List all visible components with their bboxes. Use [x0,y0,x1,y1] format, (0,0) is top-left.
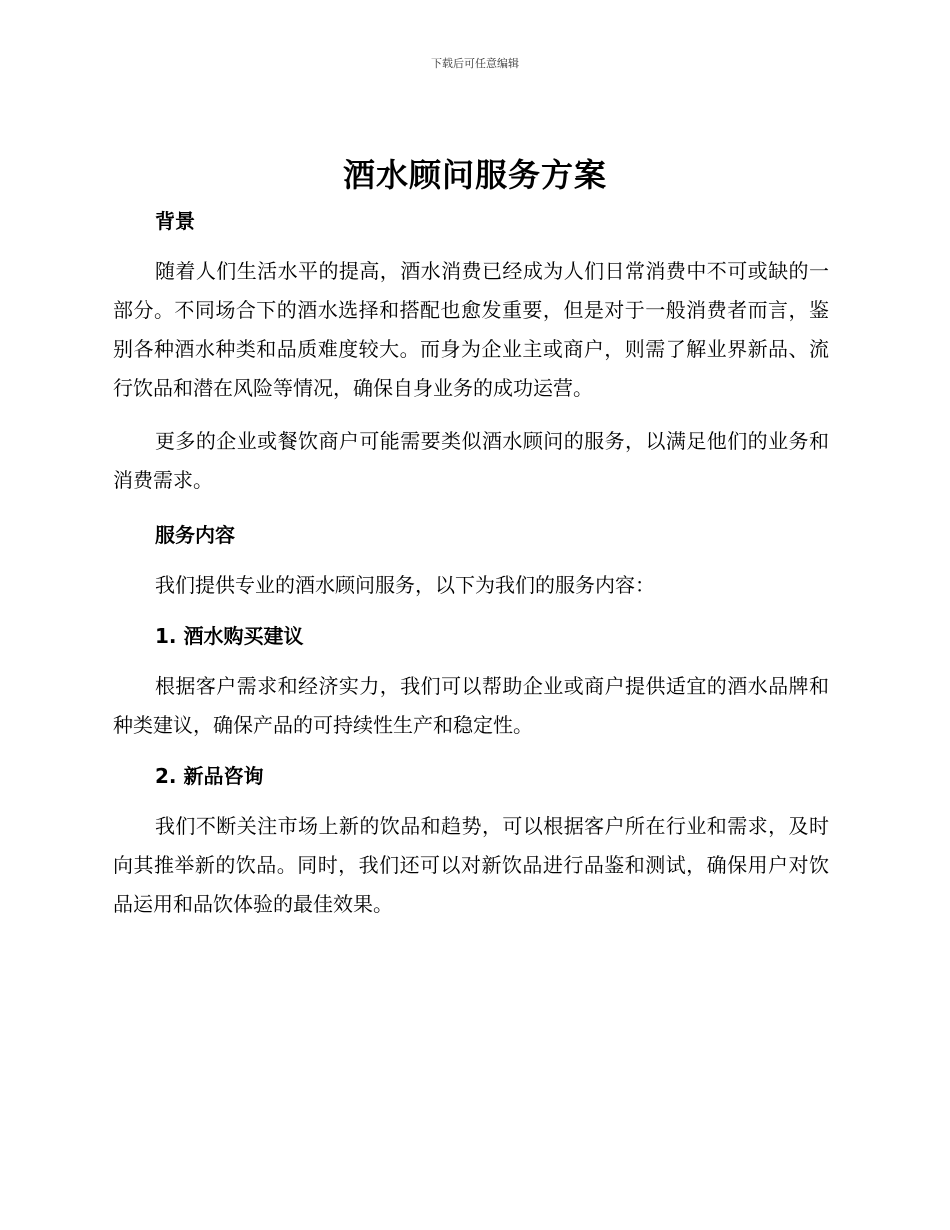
paragraph-background-1: 随着人们生活水平的提高，酒水消费已经成为人们日常消费中不可或缺的一部分。不同场合下的酒水选择和搭配也愈发重要，但是对于一般消费者而言，鉴别各种酒水种类和品质难度较大。而身为企业主或商户，则需了解业界新品、流行饮品和潜在风险等情况，确保自身业务的成功运营。 [113,259,829,400]
section-heading-service: 服务内容 [155,523,235,547]
item-heading-purchase-advice: 1. 酒水购买建议 [155,624,304,648]
paragraph-background-2: 更多的企业或餐饮商户可能需要类似酒水顾问的服务，以满足他们的业务和消费需求。 [113,429,829,492]
paragraph-service-intro: 我们提供专业的酒水顾问服务，以下为我们的服务内容： [155,573,655,597]
item-heading-new-product: 2. 新品咨询 [155,764,264,788]
header-note: 下载后可任意编辑 [431,57,519,70]
paragraph-purchase-advice: 根据客户需求和经济实力，我们可以帮助企业或商户提供适宜的酒水品牌和种类建议，确保产品的可持续性生产和稳定性。 [113,674,829,737]
paragraph-new-product: 我们不断关注市场上新的饮品和趋势，可以根据客户所在行业和需求，及时向其推举新的饮品。同时，我们还可以对新饮品进行品鉴和测试，确保用户对饮品运用和品饮体验的最佳效果。 [113,814,829,916]
section-heading-background: 背景 [155,209,195,233]
document-body [113,204,829,924]
document-title: 酒水顾问服务方案 [342,156,607,194]
